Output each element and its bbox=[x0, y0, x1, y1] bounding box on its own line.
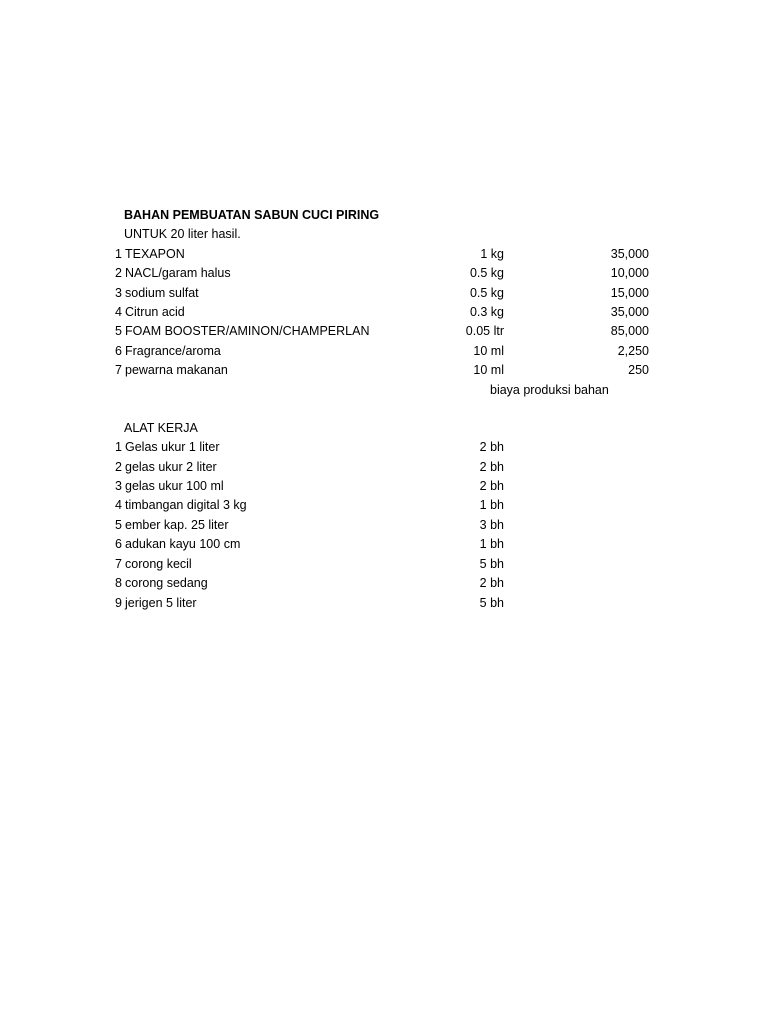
material-name: Fragrance/aroma bbox=[125, 344, 221, 358]
tool-quantity: 1 bh bbox=[479, 498, 504, 512]
tool-row bbox=[115, 438, 655, 458]
material-price: 10,000 bbox=[610, 266, 649, 280]
tool-number: 3 bbox=[115, 479, 122, 493]
material-number: 2 bbox=[115, 266, 122, 280]
material-quantity: 1 kg bbox=[480, 247, 504, 261]
tool-row bbox=[115, 574, 655, 594]
tool-row bbox=[115, 535, 655, 555]
material-quantity: 0.05 ltr bbox=[465, 324, 504, 338]
material-price: 2,250 bbox=[617, 344, 649, 358]
tool-number: 1 bbox=[115, 440, 122, 454]
tool-name: Gelas ukur 1 liter bbox=[125, 440, 220, 454]
tool-quantity: 1 bh bbox=[479, 537, 504, 551]
material-number: 7 bbox=[115, 363, 122, 377]
tool-number: 5 bbox=[115, 518, 122, 532]
tool-quantity: 5 bh bbox=[479, 557, 504, 571]
material-number: 3 bbox=[115, 286, 122, 300]
material-row bbox=[115, 322, 655, 342]
material-price: 15,000 bbox=[610, 286, 649, 300]
material-row bbox=[115, 264, 655, 284]
tool-row bbox=[115, 594, 655, 614]
material-quantity: 10 ml bbox=[473, 344, 504, 358]
document-title: BAHAN PEMBUATAN SABUN CUCI PIRING bbox=[124, 208, 380, 222]
material-name: TEXAPON bbox=[125, 247, 185, 261]
material-price: 35,000 bbox=[610, 247, 649, 261]
tool-row bbox=[115, 496, 655, 516]
tool-name: corong kecil bbox=[125, 557, 192, 571]
document-subtitle: UNTUK 20 liter hasil. bbox=[124, 227, 241, 241]
material-row bbox=[115, 245, 655, 265]
tool-number: 8 bbox=[115, 576, 122, 590]
tool-row bbox=[115, 516, 655, 536]
tool-quantity: 3 bh bbox=[479, 518, 504, 532]
tool-quantity: 5 bh bbox=[479, 596, 504, 610]
material-price: 85,000 bbox=[610, 324, 649, 338]
material-row bbox=[115, 342, 655, 362]
tool-row bbox=[115, 477, 655, 497]
production-cost-label: biaya produksi bahan bbox=[490, 383, 609, 397]
tool-row bbox=[115, 458, 655, 478]
material-row bbox=[115, 303, 655, 323]
material-quantity: 0.5 kg bbox=[469, 266, 504, 280]
tool-number: 9 bbox=[115, 596, 122, 610]
tool-row bbox=[115, 555, 655, 575]
material-name: sodium sulfat bbox=[125, 286, 199, 300]
material-number: 5 bbox=[115, 324, 122, 338]
material-price: 250 bbox=[628, 363, 649, 377]
material-row bbox=[115, 361, 655, 381]
material-number: 4 bbox=[115, 305, 122, 319]
material-name: pewarna makanan bbox=[125, 363, 228, 377]
tool-quantity: 2 bh bbox=[479, 460, 504, 474]
tool-name: timbangan digital 3 kg bbox=[125, 498, 247, 512]
material-name: Citrun acid bbox=[125, 305, 185, 319]
tool-name: gelas ukur 100 ml bbox=[125, 479, 224, 493]
material-quantity: 0.5 kg bbox=[469, 286, 504, 300]
tool-name: jerigen 5 liter bbox=[125, 596, 197, 610]
tool-quantity: 2 bh bbox=[479, 440, 504, 454]
tool-name: gelas ukur 2 liter bbox=[125, 460, 217, 474]
material-quantity: 0.3 kg bbox=[469, 305, 504, 319]
tool-number: 4 bbox=[115, 498, 122, 512]
tool-quantity: 2 bh bbox=[479, 576, 504, 590]
material-number: 1 bbox=[115, 247, 122, 261]
tools-heading: ALAT KERJA bbox=[124, 421, 198, 435]
tool-name: ember kap. 25 liter bbox=[125, 518, 229, 532]
material-row bbox=[115, 284, 655, 304]
material-number: 6 bbox=[115, 344, 122, 358]
material-quantity: 10 ml bbox=[473, 363, 504, 377]
tool-number: 6 bbox=[115, 537, 122, 551]
tool-number: 2 bbox=[115, 460, 122, 474]
material-price: 35,000 bbox=[610, 305, 649, 319]
material-name: FOAM BOOSTER/AMINON/CHAMPERLAN bbox=[125, 324, 370, 338]
material-name: NACL/garam halus bbox=[125, 266, 231, 280]
tool-number: 7 bbox=[115, 557, 122, 571]
tool-name: corong sedang bbox=[125, 576, 208, 590]
tool-name: adukan kayu 100 cm bbox=[125, 537, 241, 551]
tool-quantity: 2 bh bbox=[479, 479, 504, 493]
